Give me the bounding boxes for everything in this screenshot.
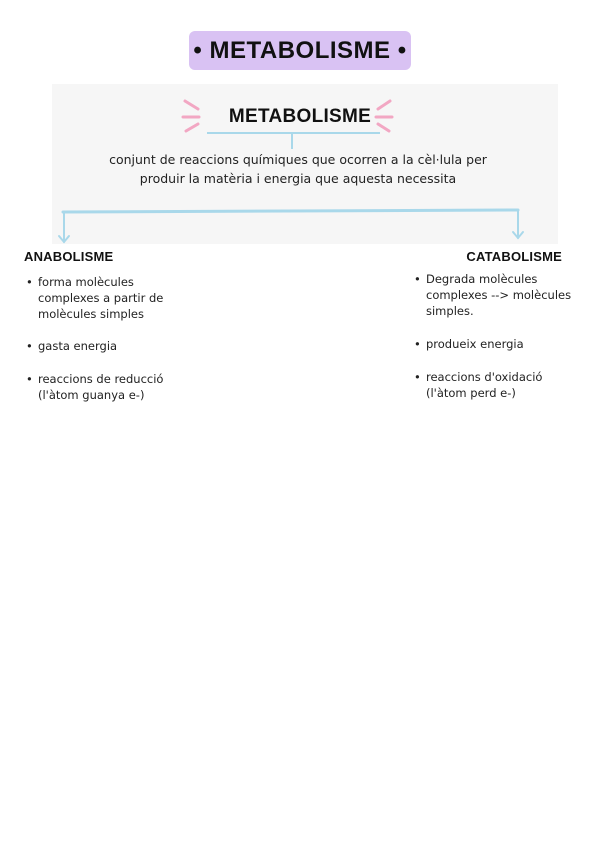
bullet-dot-icon: • [26,339,33,353]
bullet-dot-icon: • [414,370,421,384]
anabolisme-title: ANABOLISME [24,249,114,264]
bullet-dot-icon: • [414,272,421,286]
arrow-down-left-icon [59,212,69,242]
list-item-text: reaccions de reducció (l'àtom guanya e-) [38,372,164,402]
list-item-text: Degrada molècules complexes --> molècules simples. [426,272,572,318]
list-item [414,369,584,401]
list-item [414,271,584,319]
list-item [26,371,186,403]
metabolisme-heading: METABOLISME [228,106,372,127]
list-item-text: forma molècules complexes a partir de molècules simples [38,275,164,321]
bullet-dot-icon: • [26,372,33,386]
catabolisme-title: CATABOLISME [466,249,562,264]
list-item [26,338,186,354]
list-item [26,274,186,322]
branch-line [63,210,518,212]
list-item-text: gasta energia [38,339,118,353]
metabolisme-definition: conjunt de reaccions químiques que ocorren a la cèl·lula per produir la matèria i energia que aquesta necessita [109,152,487,186]
anabolisme-list [26,274,186,420]
list-item [414,336,584,352]
sparkle-left-icon [183,101,199,131]
arrow-down-right-icon [513,210,523,238]
list-item-text: reaccions d'oxidació (l'àtom perd e-) [426,370,543,400]
page-title: • METABOLISME • [193,36,407,64]
bullet-dot-icon: • [414,337,421,351]
bullet-dot-icon: • [26,275,33,289]
catabolisme-list [414,271,584,418]
list-item-text: produeix energia [426,337,524,351]
